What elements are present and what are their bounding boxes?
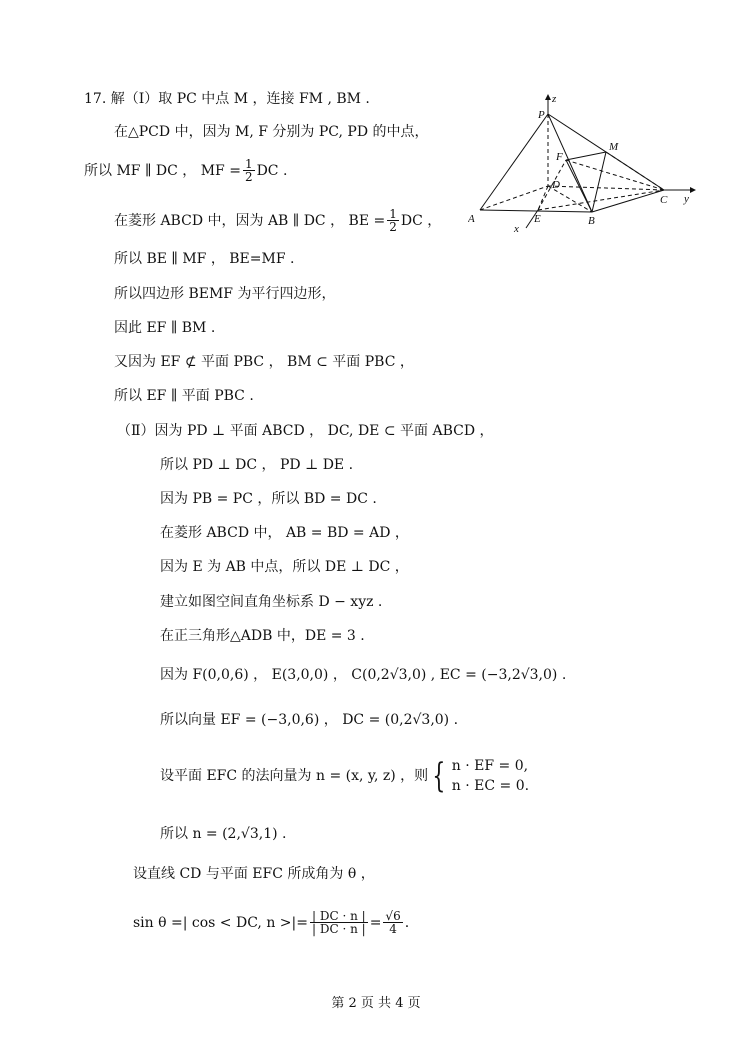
text: 在菱形 ABCD 中，因为 AB ∥ DC ， BE = [114,212,386,229]
line-ef-bm [114,318,215,338]
label-b: B [588,215,595,227]
fraction-half [243,158,255,183]
edge-ad-hidden [480,186,548,210]
line-ef-not-in-plane [114,352,414,372]
text: DC ， [400,212,442,229]
line-n-result [160,824,286,844]
denominator: 2 [389,220,397,234]
pyramid-diagram [468,92,708,242]
edge-pa [480,114,548,210]
text: 所以四边形 BEMF 为平行四边形， [114,286,336,302]
edge-ab [480,210,592,212]
text: 所以 MF ∥ DC ， MF = [84,162,241,179]
text: 在正三角形△ADB 中，DE = 3 . [160,628,365,644]
text: = [369,914,382,931]
label-z: z [552,93,557,105]
page-footer: 第 2 页 共 4 页 [331,996,421,1011]
numerator: | DC · n | [311,909,366,923]
denominator: 2 [244,170,253,184]
fraction-cos [310,910,368,935]
text: 所以 PD ⊥ DC ， PD ⊥ DE . [160,457,354,473]
line-coordinate-system [160,592,382,612]
z-arrow [545,94,551,100]
label-d: D [552,179,560,191]
pyramid-figure [468,92,708,242]
line-triangle-pcd [114,122,429,142]
line-rhombus-equal [160,523,409,543]
label-e: E [534,213,541,225]
line-equilateral [160,626,365,646]
equation-rows [452,756,529,796]
text: 设平面 EFC 的法向量为 n = (x, y, z) ，则 [160,768,429,784]
text: （Ⅱ）因为 PD ⊥ 平面 ABCD ， DC, DE ⊂ 平面 ABCD ， [117,423,494,439]
text: 因为 PB = PC ，所以 BD = DC . [160,491,377,507]
edge-bc [592,190,664,212]
numerator: 1 [244,157,253,171]
label-y: y [684,193,689,205]
text: 在菱形 ABCD 中， AB = BD = AD ， [160,525,409,541]
text: . [404,914,410,931]
line-parallelogram [114,284,335,304]
edge-ec-hidden [538,190,664,210]
label-p: P [538,109,545,121]
line-mf-parallel [84,158,287,183]
line-pd-perp [160,455,353,475]
text: 又因为 EF ⊄ 平面 PBC ， BM ⊂ 平面 PBC ， [114,354,414,370]
edge-fm [566,152,606,160]
left-brace: { [432,756,446,796]
line-pb-pc [160,489,377,509]
line-ef-parallel-plane [114,386,254,406]
edge-mb [592,152,606,212]
line-rhombus-ab-dc [114,208,441,233]
equation-system [428,756,529,796]
text: 在△PCD 中，因为 M, F 分别为 PC, PD 的中点， [114,124,429,140]
line-coordinates [160,665,566,685]
text: 设直线 CD 与平面 EFC 所成角为 θ ， [133,866,375,882]
line-sin-theta [133,910,409,935]
text: 建立如图空间直角坐标系 D − xyz . [160,594,383,610]
edge-fc-hidden [566,160,664,190]
text: 所以 BE ∥ MF ， BE=MF . [114,251,295,267]
denominator: 4 [389,922,397,936]
text: 所以向量 EF = (−3,0,6) ， DC = (0,2√3,0) . [160,712,459,728]
text: sin θ =| cos < DC, n >|= [133,914,308,931]
text: 因为 E 为 AB 中点，所以 DE ⊥ DC ， [160,559,409,575]
numerator: √6 [385,909,401,923]
equation-row: n · EC = 0. [451,778,530,794]
denominator: | DC · n | [311,922,366,936]
line-part2 [117,421,494,441]
text: 因此 EF ∥ BM . [114,320,216,336]
equation-row: n · EF = 0, [451,758,529,774]
line-e-midpoint [160,557,409,577]
line-angle-theta [133,864,375,884]
line-be-mf [114,249,294,269]
edge-dc-hidden [548,186,664,190]
label-f: F [556,151,563,163]
y-arrow [690,187,696,193]
text: 所以 n = (2,√3,1) . [160,826,287,842]
text: 因为 F(0,0,6) ， E(3,0,0) ， C(0,2√3,0) , EC = (−3,2√3,0) . [160,667,567,683]
text: 所以 EF ∥ 平面 PBC . [114,388,254,404]
line-vectors [160,710,458,730]
line-normal-vector [160,756,529,796]
numerator: 1 [389,207,397,221]
label-c: C [660,194,668,206]
line-17-part1 [84,89,370,109]
fraction-half [387,208,399,233]
fraction-result [383,910,402,935]
text: 17. 解（Ⅰ）取 PC 中点 M ，连接 FM , BM . [84,91,370,107]
text: DC . [256,162,288,179]
label-x: x [514,223,519,235]
label-m: M [609,141,619,153]
label-a: A [468,213,475,225]
